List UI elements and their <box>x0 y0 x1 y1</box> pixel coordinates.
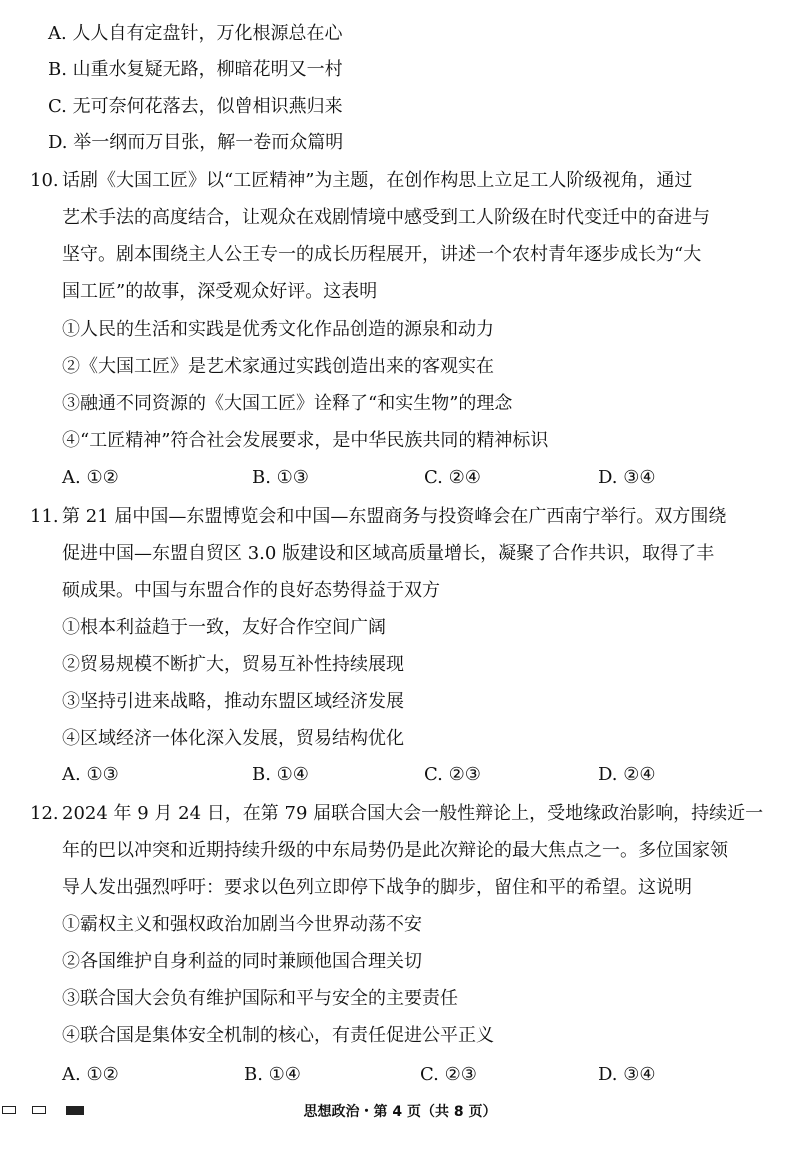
q9-option-d: D. 举一纲而万目张，解一卷而众篇明 <box>48 132 344 153</box>
q12-choice-a: A. ①② <box>62 1064 119 1085</box>
q10-choices <box>62 466 682 490</box>
q10-choice-a: A. ①② <box>62 467 119 488</box>
q12-choice-c: C. ②③ <box>420 1064 477 1085</box>
q12-stem-line-3: 导人发出强烈呼吁：要求以色列立即停下战争的脚步，留住和平的希望。这说明 <box>62 877 692 898</box>
q12-choice-b: B. ①④ <box>244 1064 301 1085</box>
q10-statement-3: ③融通不同资源的《大国工匠》诠释了“和实生物”的理念 <box>62 393 513 414</box>
q12-number: 12. <box>30 803 59 824</box>
q11-choice-d: D. ②④ <box>598 764 656 785</box>
q10-choice-b: B. ①③ <box>252 467 309 488</box>
q11-statement-1: ①根本利益趋于一致，友好合作空间广阔 <box>62 617 386 638</box>
q10-statement-1: ①人民的生活和实践是优秀文化作品创造的源泉和动力 <box>62 319 494 340</box>
q11-stem-line-3: 硕成果。中国与东盟合作的良好态势得益于双方 <box>62 580 440 601</box>
q12-choice-d: D. ③④ <box>598 1064 656 1085</box>
q12-stem-line-1: 2024 年 9 月 24 日，在第 79 届联合国大会一般性辩论上，受地缘政治影响，持续近一 <box>62 803 764 824</box>
q12-stem-line-2: 年的巴以冲突和近期持续升级的中东局势仍是此次辩论的最大焦点之一。多位国家领 <box>62 840 728 861</box>
q11-choices <box>62 763 682 787</box>
q11-stem-line-2: 促进中国—东盟自贸区 3.0 版建设和区域高质量增长，凝聚了合作共识，取得了丰 <box>62 543 715 564</box>
page-footer <box>0 1100 800 1124</box>
q9-option-c: C. 无可奈何花落去，似曾相识燕归来 <box>48 96 343 117</box>
q10-stem-line-4: 国工匠”的故事，深受观众好评。这表明 <box>62 281 378 302</box>
q11-statement-3: ③坚持引进来战略，推动东盟区域经济发展 <box>62 691 404 712</box>
q11-choice-c: C. ②③ <box>424 764 481 785</box>
q11-choice-a: A. ①③ <box>62 764 119 785</box>
q12-choices <box>62 1063 682 1087</box>
q11-stem-line-1: 第 21 届中国—东盟博览会和中国—东盟商务与投资峰会在广西南宁举行。双方围绕 <box>62 506 727 527</box>
q10-stem-line-2: 艺术手法的高度结合，让观众在戏剧情境中感受到工人阶级在时代变迁中的奋进与 <box>62 207 710 228</box>
q10-stem-line-3: 坚守。剧本围绕主人公王专一的成长历程展开，讲述一个农村青年逐步成长为“大 <box>62 244 702 265</box>
q10-stem-line-1: 话剧《大国工匠》以“工匠精神”为主题，在创作构思上立足工人阶级视角，通过 <box>62 170 693 191</box>
q9-option-a: A. 人人自有定盘针，万化根源总在心 <box>48 23 343 44</box>
q10-choice-d: D. ③④ <box>598 467 656 488</box>
q10-number: 10. <box>30 170 59 191</box>
q10-statement-4: ④“工匠精神”符合社会发展要求，是中华民族共同的精神标识 <box>62 430 549 451</box>
q12-statement-4: ④联合国是集体安全机制的核心，有责任促进公平正义 <box>62 1025 494 1046</box>
q12-statement-2: ②各国维护自身利益的同时兼顾他国合理关切 <box>62 951 422 972</box>
q11-choice-b: B. ①④ <box>252 764 309 785</box>
q9-option-b: B. 山重水复疑无路，柳暗花明又一村 <box>48 59 343 80</box>
q11-statement-4: ④区域经济一体化深入发展，贸易结构优化 <box>62 728 404 749</box>
q12-statement-3: ③联合国大会负有维护国际和平与安全的主要责任 <box>62 988 458 1009</box>
q10-statement-2: ②《大国工匠》是艺术家通过实践创造出来的客观实在 <box>62 356 494 377</box>
page-number-footer: 思想政治・第 4 页（共 8 页） <box>303 1104 497 1120</box>
q11-statement-2: ②贸易规模不断扩大，贸易互补性持续展现 <box>62 654 404 675</box>
q12-statement-1: ①霸权主义和强权政治加剧当今世界动荡不安 <box>62 914 422 935</box>
q11-number: 11. <box>30 506 59 527</box>
q10-choice-c: C. ②④ <box>424 467 481 488</box>
